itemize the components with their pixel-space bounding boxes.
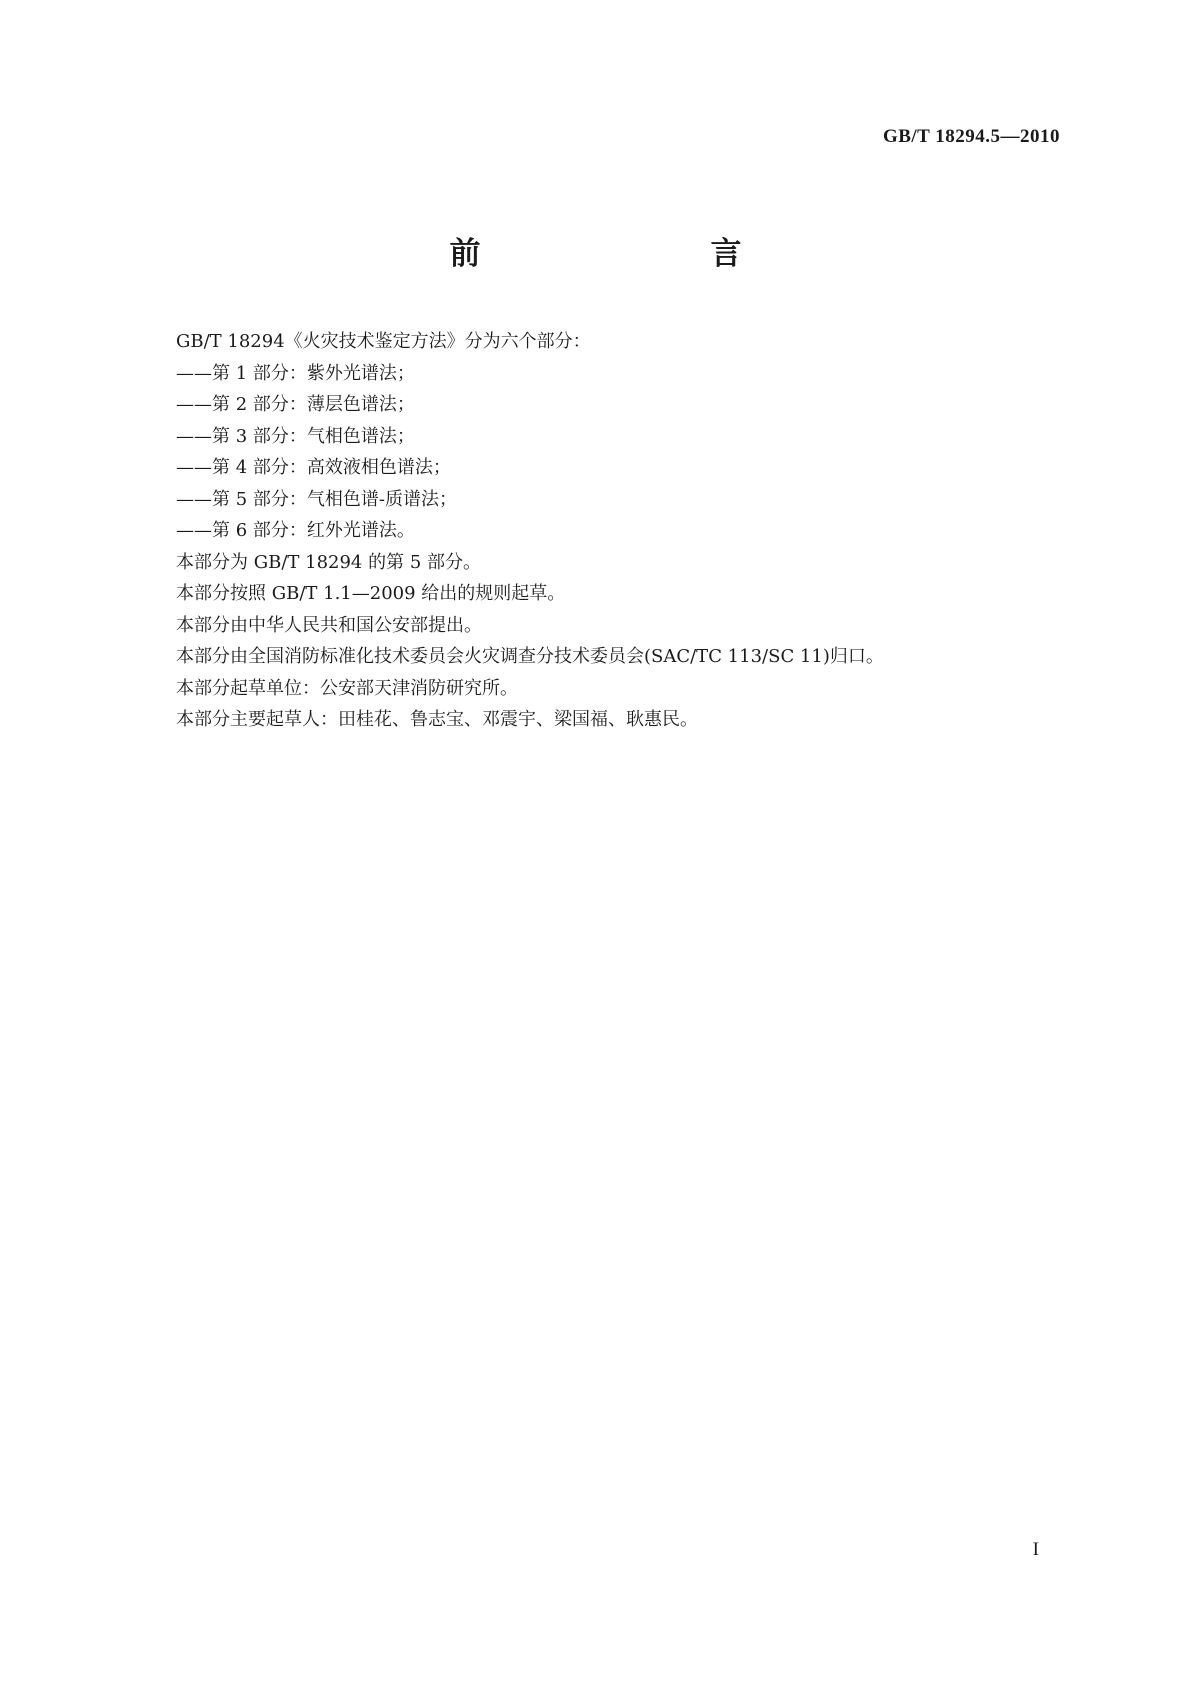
paragraph-intro: GB/T 18294《火灾技术鉴定方法》分为六个部分： <box>176 331 591 352</box>
list-item-part-6: ——第 6 部分：红外光谱法。 <box>176 520 415 541</box>
list-item-part-4: ——第 4 部分：高效液相色谱法； <box>176 457 451 478</box>
body-text <box>176 326 1056 736</box>
paragraph-drafters: 本部分主要起草人：田桂花、鲁志宝、邓震宇、梁国福、耿惠民。 <box>176 709 698 730</box>
list-item-part-5: ——第 5 部分：气相色谱-质谱法； <box>176 488 457 510</box>
paragraph-proposer: 本部分由中华人民共和国公安部提出。 <box>176 614 482 636</box>
list-item-part-1: ——第 1 部分：紫外光谱法； <box>176 362 415 384</box>
page-number: I <box>1032 1539 1039 1560</box>
list-item-part-3: ——第 3 部分：气相色谱法； <box>176 425 415 447</box>
page-title: 前 言 <box>449 236 798 272</box>
paragraph-drafting-unit: 本部分起草单位：公安部天津消防研究所。 <box>176 677 518 699</box>
paragraph-scope: 本部分为 GB/T 18294 的第 5 部分。 <box>176 551 481 573</box>
standard-code: GB/T 18294.5—2010 <box>882 126 1060 147</box>
paragraph-committee: 本部分由全国消防标准化技术委员会火灾调查分技术委员会(SAC/TC 113/SC 11)归口。 <box>176 646 884 667</box>
list-item-part-2: ——第 2 部分：薄层色谱法； <box>176 394 415 415</box>
paragraph-drafting-rules: 本部分按照 GB/T 1.1—2009 给出的规则起草。 <box>176 583 566 604</box>
